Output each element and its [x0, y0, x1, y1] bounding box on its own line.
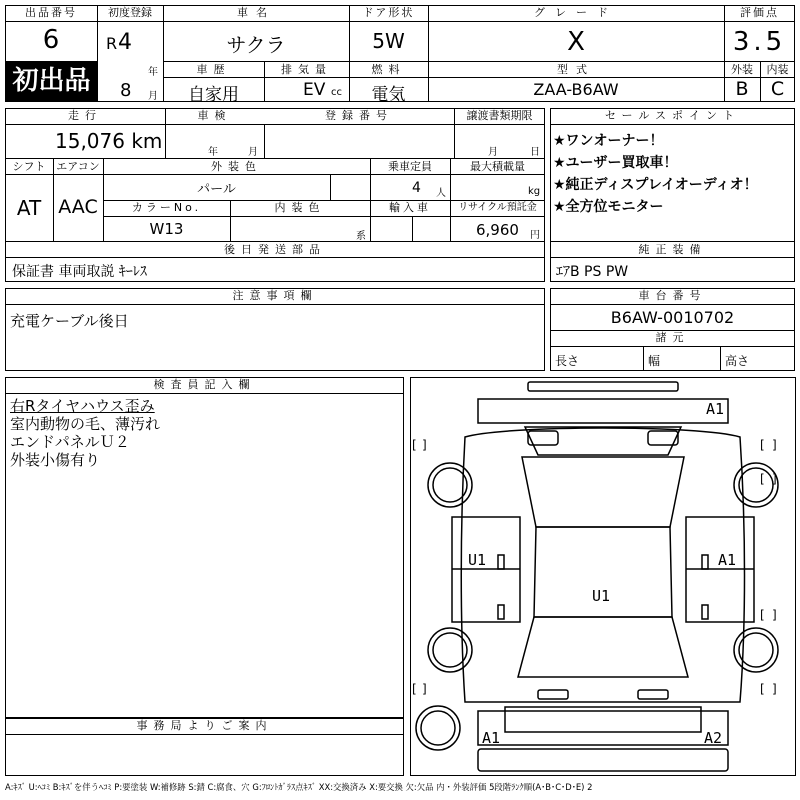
history-label: 車歴: [196, 63, 231, 76]
svg-text:]: ]: [422, 682, 427, 696]
svg-text:[: [: [760, 438, 765, 452]
color-number: W13: [149, 220, 184, 238]
svg-text:[: [: [412, 438, 417, 452]
svg-text:]: ]: [772, 438, 777, 452]
capacity-label: 乗車定員: [388, 160, 432, 173]
svg-text:[: [: [412, 682, 417, 696]
inspector-note-line: エンドパネルＵ２: [10, 433, 130, 451]
score: 3.5: [732, 27, 787, 57]
recycle-unit: 円: [530, 230, 540, 241]
sales-point-item: ★ワンオーナー！: [553, 133, 664, 149]
mileage-label: 走行: [68, 109, 102, 122]
specs-label: 諸元: [655, 331, 690, 344]
cc-unit: cc: [331, 87, 342, 98]
legend: A:ｷｽﾞ U:ﾍｺﾐ B:ｷｽﾞを伴うﾍｺﾐ P:要塗装 W:補修跡 S:錆 C:腐食、穴 G:ﾌﾛﾝﾄｶﾞﾗｽ点ｷｽﾞ XX:交換済み X:要交換 欠:欠品 内・外装評価 5段階ﾗﾝｸ順(A･B･C･D･E) 2: [5, 782, 593, 792]
inspector-notes-label: 検査員記入欄: [153, 378, 256, 391]
mark-front-right: A1: [706, 400, 725, 418]
registration-year: 4: [118, 30, 132, 55]
exterior-color-label: 外装色: [211, 160, 262, 173]
svg-text:[: [: [760, 682, 765, 696]
exterior-label: 外装: [731, 63, 753, 76]
genuine-equipment-label: 純正装備: [638, 243, 707, 256]
year-unit: 年: [148, 67, 158, 78]
model-code: ZAA-B6AW: [533, 80, 619, 99]
aircon: AAC: [58, 196, 98, 218]
registration-month: 8: [120, 80, 132, 101]
width-label: 幅: [648, 354, 661, 368]
first-registration-label: 初度登録: [108, 6, 152, 19]
svg-text:]: ]: [772, 608, 777, 622]
sales-point-item: ★ユーザー買取車！: [553, 155, 678, 171]
inspection-month-unit: 月: [248, 147, 258, 158]
era: R: [106, 34, 118, 53]
sales-point-label: セールスポイント: [604, 109, 740, 122]
genuine-equipment: ｴｱB PS PW: [556, 264, 629, 280]
office-notice-label: 事務局よりご案内: [136, 719, 273, 732]
mark-rear-right: A2: [704, 729, 723, 747]
capacity-unit: 人: [436, 188, 446, 199]
mileage: 15,076 km: [55, 129, 163, 153]
inspection-label: 車検: [197, 109, 232, 122]
svg-text:]: ]: [422, 438, 427, 452]
interior-label: 内装: [766, 63, 789, 76]
fuel-label: 燃料: [371, 63, 406, 76]
fuel: 電気: [371, 85, 406, 105]
import-label: 輸入車: [389, 201, 431, 214]
mark-right-side: A1: [718, 551, 737, 569]
color-number-label: カラーNo.: [131, 201, 202, 214]
mark-roof: U1: [592, 587, 611, 605]
interior-color-label: 内装色: [274, 201, 326, 214]
aircon-label: エアコン: [56, 160, 100, 173]
car-name-label: 車名: [237, 6, 275, 19]
caution-label: 注意事項欄: [232, 289, 318, 302]
exterior-grade: B: [735, 78, 749, 100]
mark-rear-left: A1: [482, 729, 501, 747]
inspector-note-line: 外装小傷有り: [10, 451, 101, 469]
first-listing-badge: 初出品: [6, 62, 97, 101]
inspector-note-line: 室内動物の毛、薄汚れ: [10, 415, 161, 433]
sales-point-item: ★純正ディスプレイオーディオ！: [553, 177, 758, 193]
length-label: 長さ: [555, 354, 580, 368]
svg-text:[: [: [760, 608, 765, 622]
mark-left-side: U1: [468, 551, 487, 569]
car-name: サクラ: [226, 33, 286, 57]
inspection-year-unit: 年: [208, 147, 218, 158]
max-load-label: 最大積載量: [470, 160, 525, 173]
svg-text:[: [: [760, 472, 765, 486]
grade-label: グレード: [534, 6, 618, 19]
door-shape: 5W: [372, 29, 405, 53]
interior-color-unit: 系: [356, 231, 366, 242]
month-unit: 月: [148, 91, 158, 102]
transfer-month-unit: 月: [488, 147, 498, 158]
registration-number-label: 登録番号: [325, 109, 393, 122]
svg-text:]: ]: [772, 472, 777, 486]
svg-text:]: ]: [772, 682, 777, 696]
load-unit: kg: [528, 186, 541, 197]
caution-text: 充電ケーブル後日: [10, 312, 129, 330]
chassis-number-label: 車台番号: [638, 289, 707, 302]
model-label: 型式: [557, 63, 595, 76]
door-shape-label: ドア形状: [362, 6, 415, 19]
sales-point-item: ★全方位モニター: [553, 199, 664, 215]
shift-label: シフト: [12, 160, 46, 173]
recycle-deposit: 6,960: [476, 221, 519, 239]
transfer-deadline-label: 譲渡書類期限: [466, 109, 533, 122]
displacement: EV: [303, 80, 326, 100]
exterior-color: パール: [197, 182, 236, 197]
score-label: 評価点: [740, 6, 779, 19]
shift: AT: [16, 196, 42, 220]
transfer-day-unit: 日: [530, 147, 540, 158]
recycle-deposit-label: リサイクル預託金: [458, 202, 537, 213]
vehicle-damage-diagram: [410, 377, 796, 776]
height-label: 高さ: [725, 354, 750, 368]
history: 自家用: [188, 85, 239, 105]
capacity: 4: [412, 180, 421, 196]
displacement-label: 排気量: [281, 63, 332, 76]
interior-grade: C: [770, 78, 785, 100]
lot-number-label: 出品番号: [25, 6, 77, 19]
later-parts: 保証書 車両取説 ｷｰﾚｽ: [12, 264, 147, 280]
later-parts-label: 後日発送部品: [224, 243, 326, 256]
grade: X: [567, 27, 585, 57]
chassis-number: B6AW-0010702: [610, 308, 735, 327]
lot-number: 6: [42, 25, 60, 55]
inspector-note-line: 右Rタイヤハウス歪み: [10, 397, 155, 415]
